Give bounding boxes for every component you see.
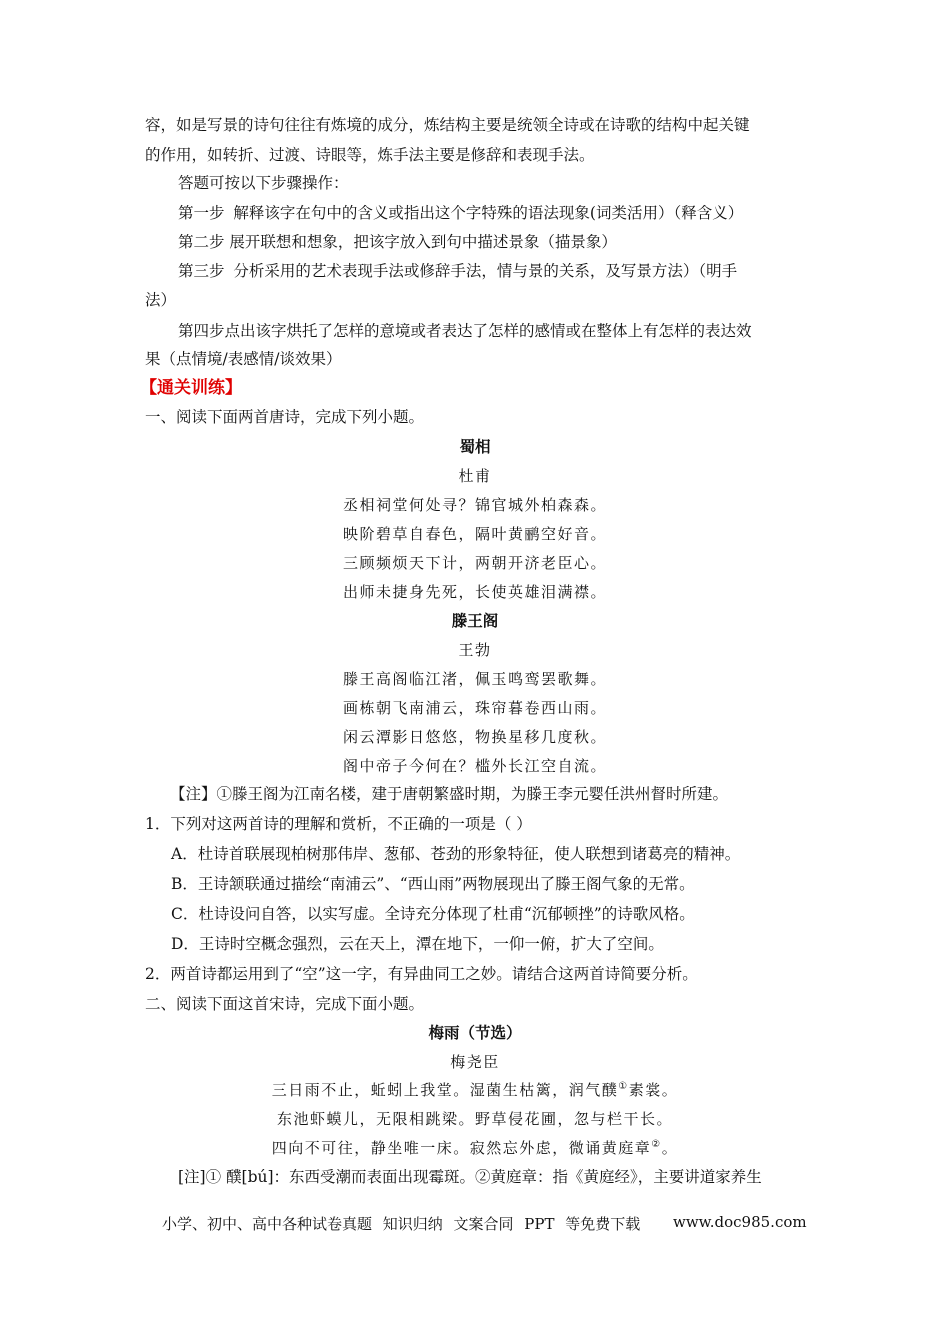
poem3-line-2: 东池虾蟆儿，无限相跳梁。野草侵花圃，忽与栏干长。: [276, 1110, 673, 1128]
step-3-cont: 法）: [145, 291, 177, 309]
part1-prompt: 一、阅读下面两首唐诗，完成下列小题。: [145, 408, 425, 426]
step-4: 第四步点出该字烘托了怎样的意境或者表达了怎样的感情或在整体上有怎样的表达效: [178, 322, 752, 340]
question-2: 2．两首诗都运用到了“空”这一字，有异曲同工之妙。请结合这两首诗简要分析。: [145, 965, 698, 983]
intro-line-1: 容，如是写景的诗句往往有炼境的成分，炼结构主要是统领全诗或在诗歌的结构中起关键: [145, 116, 750, 134]
poem3-line-1-end: 素裳。: [628, 1081, 679, 1099]
step-2: 第二步 展开联想和想象，把该字放入到句中描述景象（描景象）: [178, 233, 617, 251]
footer-url[interactable]: www.doc985.com: [673, 1213, 807, 1231]
option-c: C．杜诗设问自答，以实写虚。全诗充分体现了杜甫“沉郁顿挫”的诗歌风格。: [171, 905, 695, 923]
option-a: A．杜诗首联展现柏树那伟岸、葱郁、苍劲的形象特征，使人联想到诸葛亮的精神。: [171, 845, 741, 863]
poem2-line-3: 闲云潭影日悠悠，物换星移几度秋。: [342, 728, 607, 746]
poem1-line-2: 映阶碧草自春色，隔叶黄鹂空好音。: [342, 525, 607, 543]
footnote-marker-2: ②: [651, 1139, 662, 1150]
section-heading: 【通关训练】: [140, 378, 242, 398]
step-1: 第一步 解释该字在句中的含义或指出这个字特殊的语法现象(词类活用）（释含义）: [178, 204, 744, 222]
poem1-author: 杜甫: [458, 467, 492, 485]
poem2-title: 滕王阁: [451, 611, 499, 630]
poem3-line-3-end: 。: [661, 1139, 679, 1157]
poem3-author: 梅尧臣: [450, 1053, 500, 1071]
question-1: 1．下列对这两首诗的理解和赏析，不正确的一项是（ ）: [145, 815, 532, 833]
poem-note: 【注】①滕王阁为江南名楼，建于唐朝繁盛时期，为滕王李元婴任洪州督时所建。: [170, 785, 729, 803]
footer-text: 小学、初中、高中各种试卷真题 知识归纳 文案合同 PPT 等免费下载: [162, 1215, 641, 1233]
step-3: 第三步 分析采用的艺术表现手法或修辞手法，情与景的关系，及写景方法）（明手: [178, 262, 738, 280]
option-d: D．王诗时空概念强烈，云在天上，潭在地下，一仰一俯，扩大了空间。: [171, 935, 664, 953]
poem3-line-1: [0, 1079, 950, 1101]
poem3-line-1-text: 三日雨不止，蚯蚓上我堂。湿菌生枯篱，润气醭: [271, 1081, 619, 1099]
poem2-line-4: 阁中帝子今何在？槛外长江空自流。: [342, 757, 607, 775]
poem2-line-1: 滕王高阁临江渚，佩玉鸣鸾罢歌舞。: [342, 670, 607, 688]
poem2-author: 王勃: [458, 641, 492, 659]
option-b: B．王诗颔联通过描绘“南浦云”、“西山雨”两物展现出了滕王阁气象的无常。: [171, 875, 695, 893]
poem1-line-1: 丞相祠堂何处寻？锦官城外柏森森。: [342, 496, 607, 514]
poem3-line-3-text: 四向不可往，静坐唯一床。寂然忘外虑，微诵黄庭章: [271, 1139, 652, 1157]
poem3-note: [注]① 醭[bú]：东西受潮而表面出现霉斑。②黄庭章：指《黄庭经》，主要讲道家养生: [178, 1168, 762, 1186]
part2-prompt: 二、阅读下面这首宋诗，完成下面小题。: [145, 995, 425, 1013]
poem3-title: 梅雨（节选）: [428, 1023, 522, 1042]
intro-line-2: 的作用，如转折、过渡、诗眼等，炼手法主要是修辞和表现手法。: [145, 146, 595, 164]
poem1-line-3: 三顾频烦天下计，两朝开济老臣心。: [342, 554, 607, 572]
poem2-line-2: 画栋朝飞南浦云，珠帘暮卷西山雨。: [342, 699, 607, 717]
poem3-line-3: [0, 1137, 950, 1159]
footnote-marker-1: ①: [618, 1081, 629, 1092]
poem1-line-4: 出师未捷身先死，长使英雄泪满襟。: [342, 583, 607, 601]
poem1-title: 蜀相: [459, 437, 491, 456]
step-4-cont: 果（点情境/表感情/谈效果）: [145, 350, 342, 368]
steps-intro: 答题可按以下步骤操作：: [178, 174, 349, 192]
